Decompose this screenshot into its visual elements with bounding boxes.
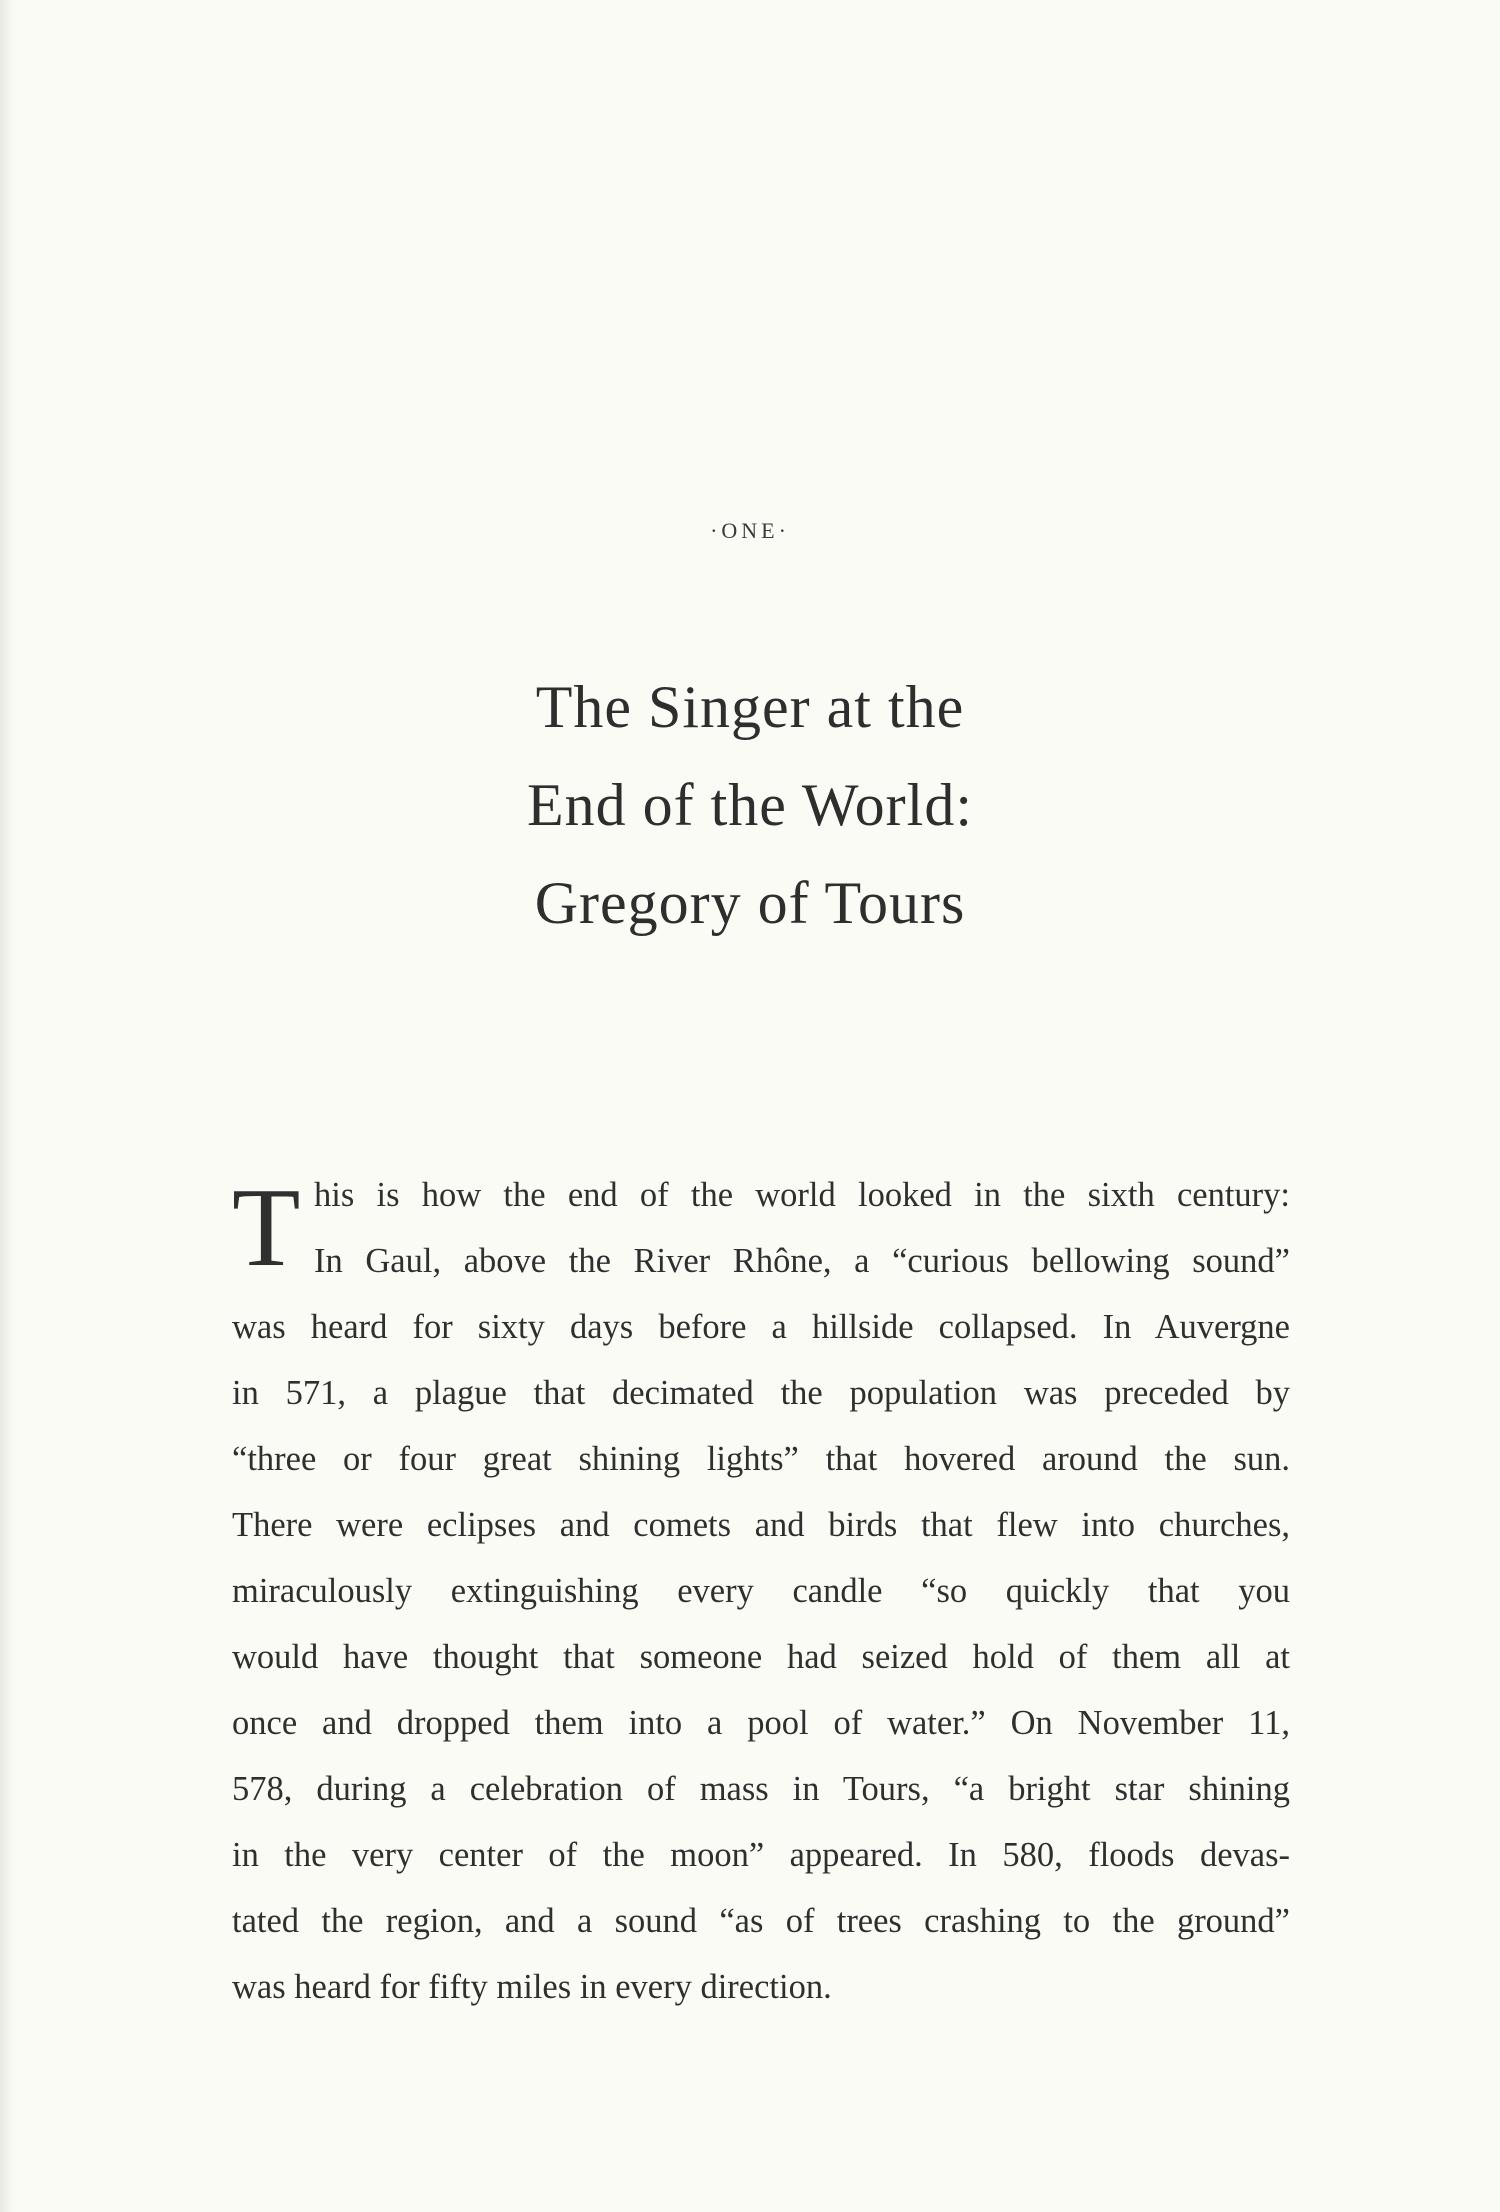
paragraph-line: In Gaul, above the River Rhône, a “curious bellowing sound” (314, 1242, 1290, 1280)
paragraph-line: in the very center of the moon” appeared. In 580, floods devas- (232, 1836, 1290, 1874)
paragraph-line: tated the region, and a sound “as of trees crashing to the ground” (232, 1902, 1290, 1940)
paragraph-line: miraculously extinguishing every candle “so quickly that you (232, 1572, 1290, 1610)
paragraph-line: would have thought that someone had seized hold of them all at (232, 1638, 1290, 1676)
page-gutter-shadow (0, 0, 14, 2212)
paragraph-line: his is how the end of the world looked in the sixth century: (314, 1176, 1290, 1214)
body-paragraph (232, 1162, 1290, 2020)
chapter-title-line-1: The Singer at the (535, 674, 965, 740)
chapter-number-label: ·ONE· (710, 518, 790, 543)
drop-cap-letter: T (232, 1166, 301, 1290)
paragraph-line: in 571, a plague that decimated the population was preceded by (232, 1374, 1290, 1412)
paragraph-line: was heard for fifty miles in every direction. (232, 1968, 832, 2006)
chapter-title-line-2: End of the World: (527, 772, 973, 838)
paragraph-line: 578, during a celebration of mass in Tours, “a bright star shining (232, 1770, 1290, 1808)
paragraph-line: There were eclipses and comets and birds that flew into churches, (232, 1506, 1290, 1544)
chapter-title (0, 658, 1500, 952)
chapter-title-line-3: Gregory of Tours (534, 870, 966, 936)
paragraph-line: “three or four great shining lights” that hovered around the sun. (232, 1440, 1290, 1478)
paragraph-line: once and dropped them into a pool of water.” On November 11, (232, 1704, 1290, 1742)
paragraph-line: was heard for sixty days before a hillside collapsed. In Auvergne (232, 1308, 1290, 1346)
